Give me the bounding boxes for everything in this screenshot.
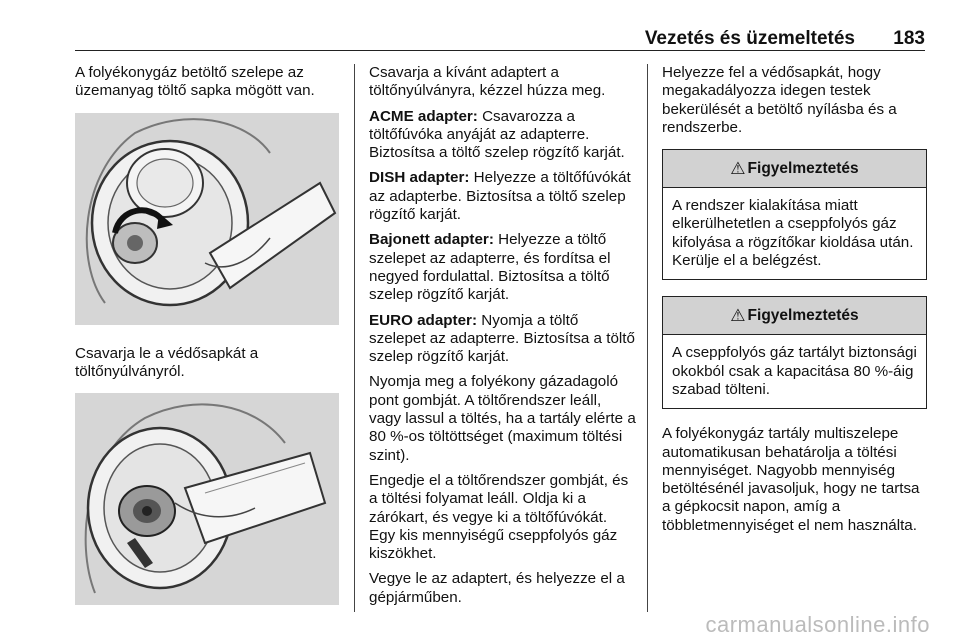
watermark: carmanualsonline.info	[705, 612, 930, 637]
paragraph-bajonett: Bajonett adapter: Helyezze a töltő szelepet az adapterre, és fordítsa el negyed fordulattal. Biztosítsa a töltő szelep rögzítő karját.	[369, 231, 611, 304]
paragraph: Engedje el a töltőrendszer gombját, és a töltési folyamat leáll. Oldja ki a zárókart, és vegye ki a töltőfúvókát. Egy kis mennyiségű cseppfolyós gáz kiszökhet.	[369, 471, 629, 563]
warning-header	[663, 297, 926, 335]
warning-title: Figyelmeztetés	[747, 159, 859, 177]
term-acme-adapter: ACME adapter:	[369, 107, 478, 125]
paragraph: Csavarja le a védősapkát a töltőnyúlványról.	[75, 344, 259, 380]
term-bajonett-adapter: Bajonett adapter:	[369, 231, 494, 249]
fuel-nozzle-illustration	[75, 393, 339, 605]
warning-triangle-icon: ⚠	[730, 305, 746, 325]
paragraph: Csavarja a kívánt adaptert a töltőnyúlványra, kézzel húzza meg.	[369, 64, 606, 100]
page-title: Vezetés és üzemeltetés	[644, 28, 855, 49]
column-3	[662, 64, 927, 542]
figure-fuel-nozzle	[75, 393, 339, 605]
term-euro-adapter: EURO adapter:	[369, 311, 478, 329]
warning-body: A rendszer kialakítása miatt elkerülhetetlen a cseppfolyós gáz kifolyása a rögzítőkar kioldása után. Kerülje el a belégzést.	[672, 197, 914, 270]
paragraph: Helyezze fel a védősapkát, hogy megakadályozza idegen testek bekerülését a betöltő nyílásba és a rendszerbe.	[662, 64, 897, 136]
page-number: 183	[893, 28, 925, 49]
paragraph: Vegye le az adaptert, és helyezze el a gépjárműben.	[369, 570, 625, 606]
warning-body: A cseppfolyós gáz tartályt biztonsági okokból csak a kapacitása 80 %-áig szabad tölteni.	[672, 344, 917, 398]
term-dish-adapter: DISH adapter:	[369, 169, 470, 187]
column-2	[369, 64, 637, 614]
warning-title: Figyelmeztetés	[747, 306, 859, 324]
column-divider-1	[354, 64, 355, 612]
page-header	[75, 28, 925, 51]
paragraph-euro: EURO adapter: Nyomja a töltő szelepet az adapterre. Biztosítsa a töltő szelep rögzítő karját.	[369, 311, 635, 366]
paragraph-acme: ACME adapter: Csavarozza a töltőfúvóka anyáját az adapterre. Biztosítsa a töltő szelep rögzítő karját.	[369, 107, 625, 162]
warning-header	[663, 150, 926, 188]
column-divider-2	[647, 64, 648, 612]
warning-box-1	[662, 149, 927, 280]
paragraph: A folyékonygáz betöltő szelepe az üzemanyag töltő sapka mögött van.	[75, 64, 315, 100]
paragraph-dish: DISH adapter: Helyezze a töltőfúvókát az adapterbe. Biztosítsa a töltő szelep rögzítő karját.	[369, 169, 631, 224]
figure-fuel-cap-removal	[75, 113, 339, 325]
warning-triangle-icon: ⚠	[730, 158, 746, 178]
column-1	[75, 64, 343, 625]
paragraph: Nyomja meg a folyékony gázadagoló pont gombját. A töltőrendszer leáll, vagy lassul a töltés, ha a tartály elérte a 80 %-os töltöttséget (maximum töltési szint).	[369, 373, 636, 464]
fuel-cap-illustration	[75, 113, 339, 325]
warning-box-2	[662, 296, 927, 409]
paragraph: A folyékonygáz tartály multiszelepe automatikusan behatárolja a töltési mennyiséget. Nagyobb mennyiség betöltésénél javasoljuk, hogy ne tartsa a gépkocsit napon, amíg a többletmennyiséget el nem használta.	[662, 425, 920, 534]
